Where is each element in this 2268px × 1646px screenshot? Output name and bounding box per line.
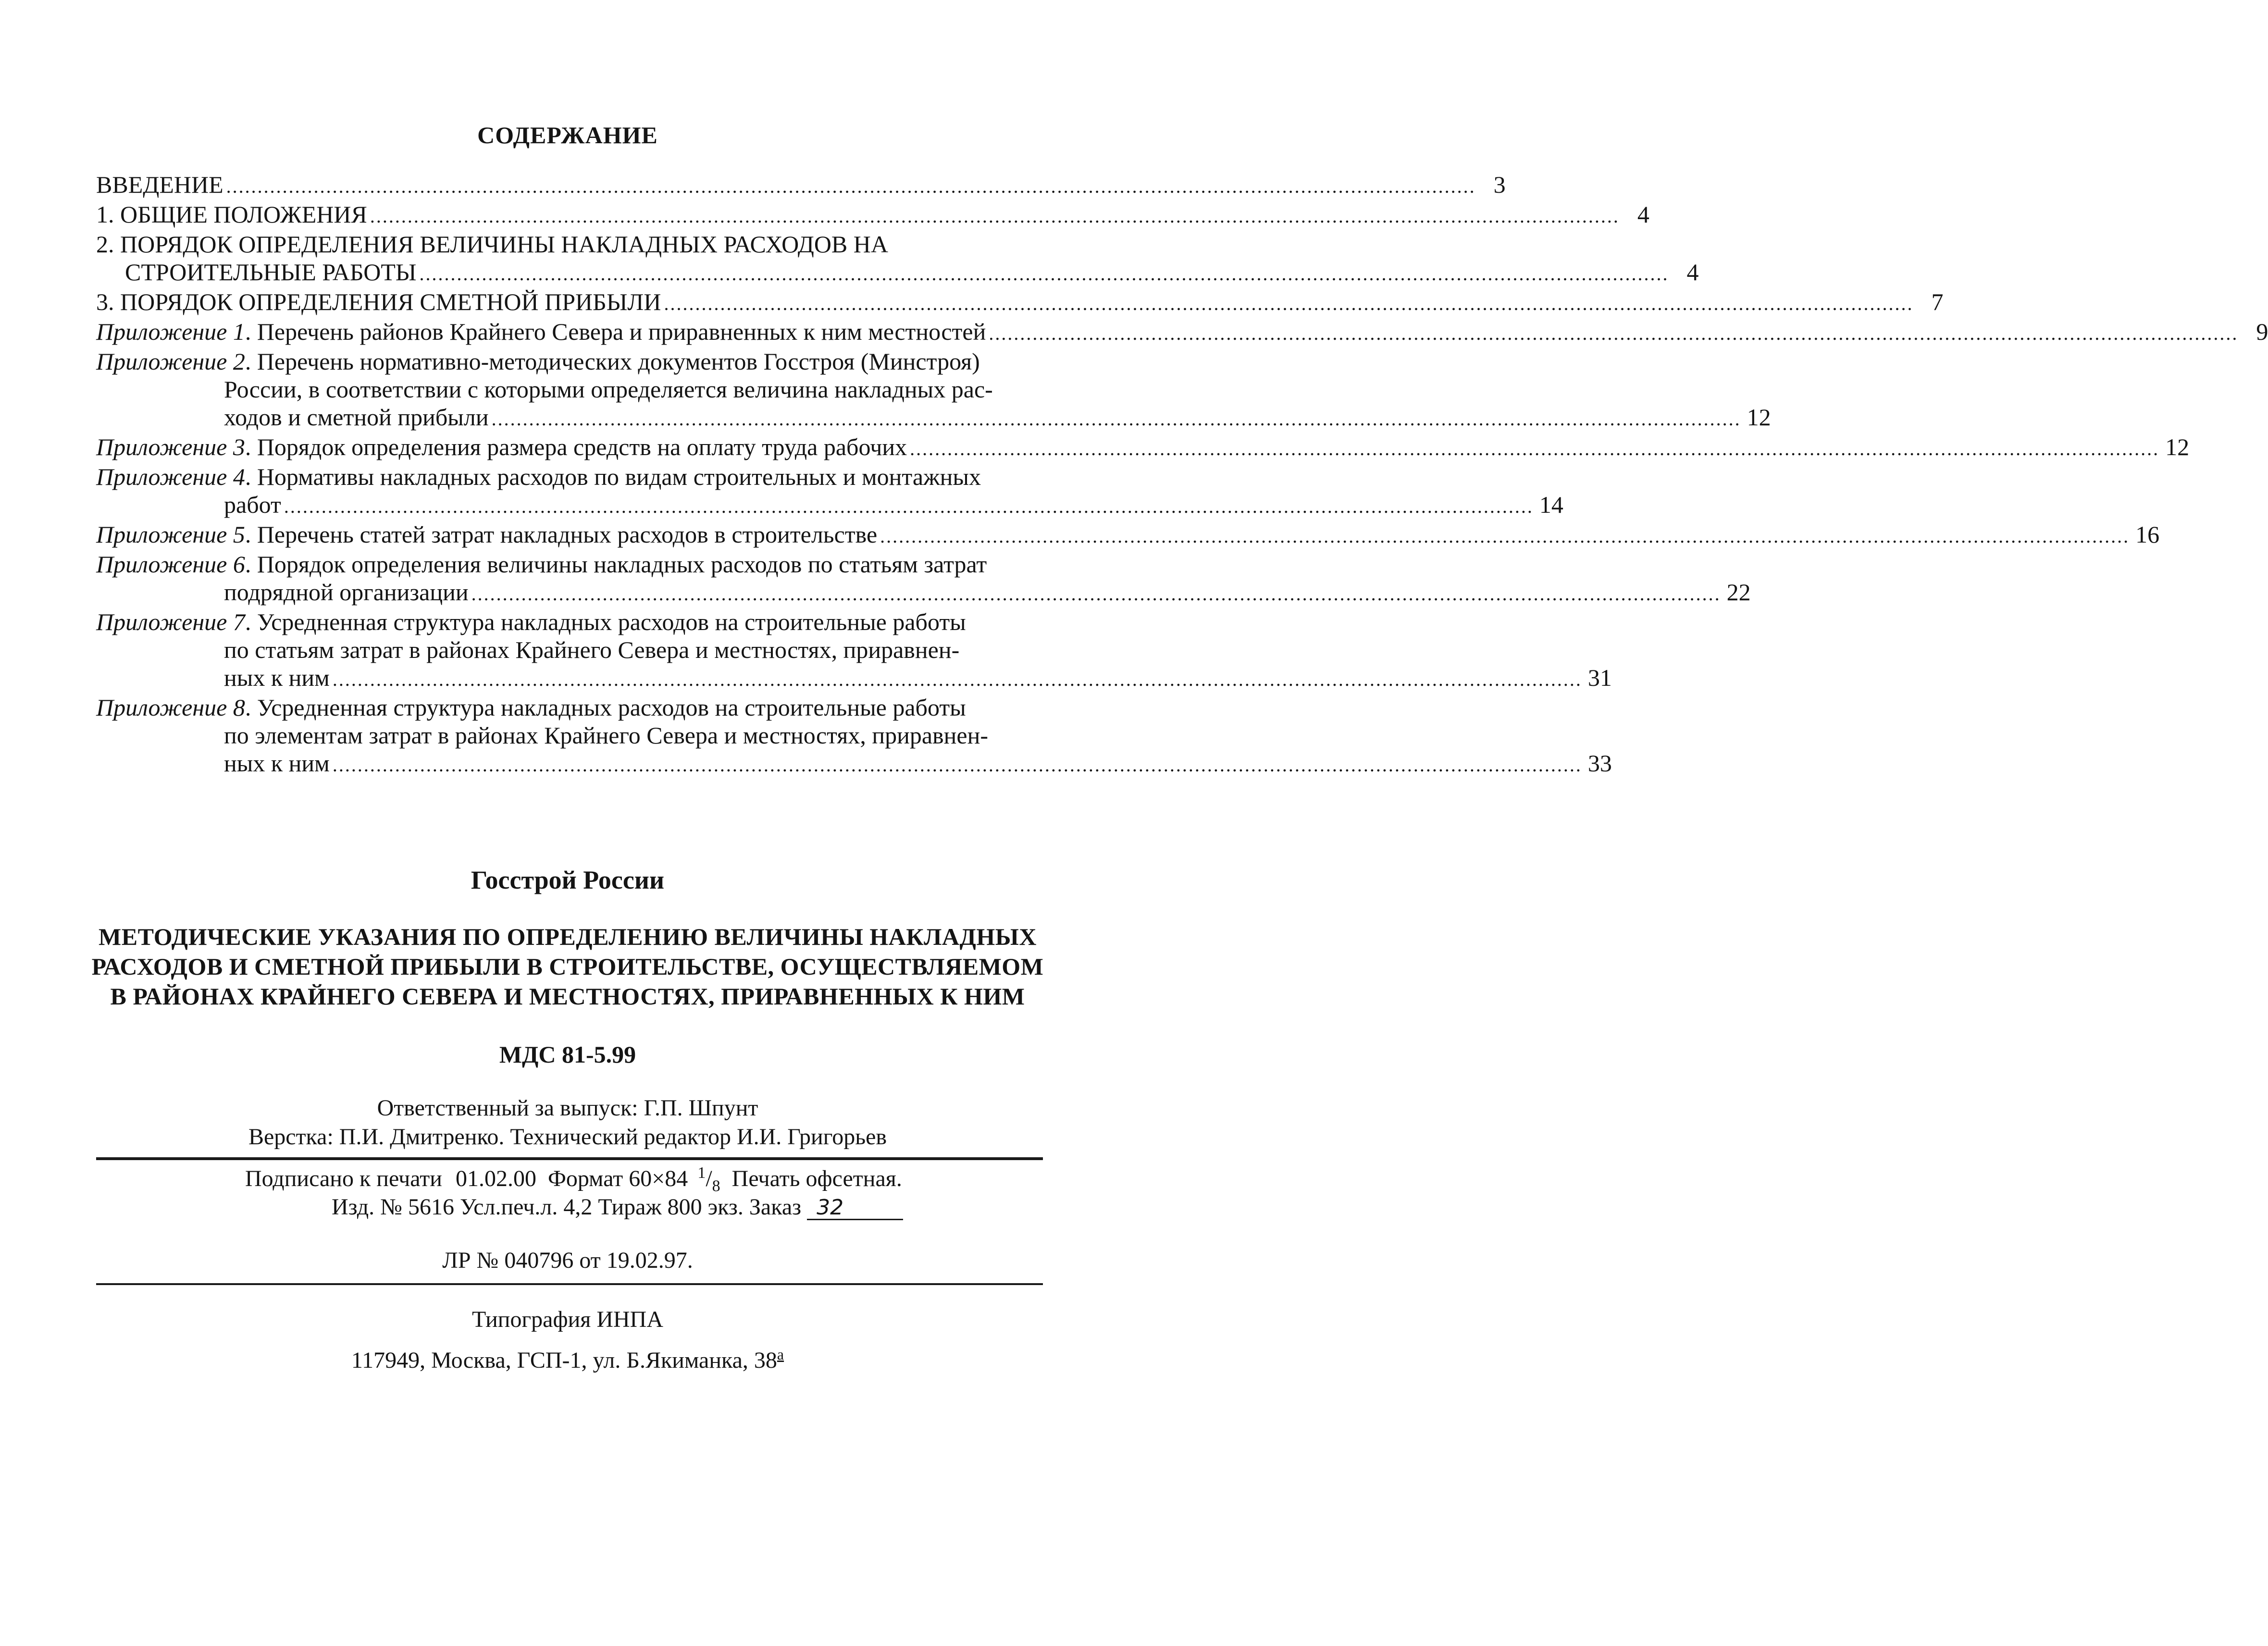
appendix-label: Приложение 2 (96, 348, 245, 375)
edition-details: Изд. № 5616 Усл.печ.л. 4,2 Тираж 800 экз. Заказ (332, 1194, 802, 1220)
layout-credit: Верстка: П.И. Дмитренко. Технический редактор И.И. Григорьев (248, 1124, 887, 1150)
toc-entry-text: работ (224, 491, 281, 518)
toc-page-number: 22 (1726, 579, 1751, 606)
toc-page-number: 14 (1539, 491, 1563, 518)
toc-entry-text: ходов и сметной прибыли (224, 404, 489, 431)
document-title-line: МЕТОДИЧЕСКИЕ УКАЗАНИЯ ПО ОПРЕДЕЛЕНИЮ ВЕЛИЧИНЫ НАКЛАДНЫХ (99, 923, 1037, 950)
toc-entry: 2. ПОРЯДОК ОПРЕДЕЛЕНИЯ ВЕЛИЧИНЫ НАКЛАДНЫХ РАСХОДОВ НА СТРОИТЕЛЬНЫЕ РАБОТЫ ........................................................................................................................................................................................................ 4 (96, 231, 1699, 285)
printer-address-text: 117949, Москва, ГСП-1, ул. Б.Якиманка, 38 (351, 1348, 777, 1373)
toc-entry: ВВЕДЕНИЕ ........................................................................................................................................................................................................ 3 (96, 171, 1506, 198)
toc-entry: Приложение 5. Перечень статей затрат накладных расходов в строительстве ........................................................................................................................................................................................................ 16 (96, 521, 2160, 548)
toc-page-number: 9 (2256, 318, 2268, 345)
document-title-line: В РАЙОНАХ КРАЙНЕГО СЕВЕРА И МЕСТНОСТЯХ, ПРИРАВНЕННЫХ К НИМ (110, 983, 1025, 1010)
signed-label: Подписано к печати (245, 1166, 442, 1191)
toc-page-number: 12 (2165, 433, 2190, 460)
appendix-label: Приложение 3 (96, 433, 245, 460)
toc-entry: Приложение 4. Нормативы накладных расходов по видам строительных и монтажных работ ........................................................................................................................................................................................................ 14 (96, 463, 1563, 518)
signed-date: 01.02.00 (455, 1166, 536, 1191)
appendix-label: Приложение 8 (96, 694, 245, 721)
table-of-contents (96, 171, 2268, 779)
printer-address (0, 1346, 1135, 1374)
format-numerator: 1 (697, 1164, 706, 1182)
toc-entry: Приложение 8. Усредненная структура накладных расходов на строительные работы по элементам затрат в районах Крайнего Севера и местностях, приравнен- ных к ним ........................................................................................................................................................................................................ 33 (96, 694, 1612, 777)
organization-name: Госстрой России (471, 866, 665, 894)
format-label: Формат 60×84 (547, 1166, 688, 1191)
toc-entry-text: ВВЕДЕНИЕ (96, 171, 223, 198)
document-title-line: РАСХОДОВ И СМЕТНОЙ ПРИБЫЛИ В СТРОИТЕЛЬСТВЕ, ОСУЩЕСТВЛЯЕМОМ (91, 953, 1044, 980)
toc-entry: 1. ОБЩИЕ ПОЛОЖЕНИЯ ........................................................................................................................................................................................................ 4 (96, 201, 1649, 228)
toc-entry: Приложение 1. Перечень районов Крайнего Севера и приравненных к ним местностей ........................................................................................................................................................................................................ 9 (96, 318, 2268, 345)
printer-name: Типография ИНПА (471, 1307, 663, 1332)
appendix-label: Приложение 5 (96, 521, 245, 548)
toc-page-number: 12 (1747, 404, 1771, 431)
license-number: ЛР № 040796 от 19.02.97. (442, 1248, 693, 1273)
toc-page-number: 4 (1637, 201, 1649, 228)
toc-title: СОДЕРЖАНИЕ (477, 122, 658, 149)
toc-entry-text: . Перечень нормативно-методических документов Госстроя (Минстроя) (245, 348, 980, 375)
toc-entry-text: 2. ПОРЯДОК ОПРЕДЕЛЕНИЯ ВЕЛИЧИНЫ НАКЛАДНЫХ РАСХОДОВ НА (96, 231, 888, 258)
appendix-label: Приложение 1 (96, 318, 245, 345)
toc-entry: Приложение 2. Перечень нормативно-методических документов Госстроя (Минстроя) России, в соответствии с которыми определяется величина накладных рас- ходов и сметной прибыли ........................................................................................................................................................................................................ 12 (96, 348, 1771, 431)
print-signed-line: Подписано к печати 01.02.00 Формат 60×84 $^1/_8$ Печать офсетная. (245, 1164, 902, 1195)
printer-address-suffix: а (777, 1346, 784, 1363)
responsible-credit: Ответственный за выпуск: Г.П. Шпунт (377, 1095, 758, 1121)
toc-entry-text: . Перечень статей затрат накладных расходов в строительстве (245, 521, 878, 548)
edition-line (332, 1194, 903, 1220)
toc-entry-text: СТРОИТЕЛЬНЫЕ РАБОТЫ (125, 259, 417, 285)
toc-page-number: 33 (1587, 750, 1612, 777)
print-type: Печать офсетная. (731, 1166, 902, 1191)
document-code: МДС 81-5.99 (499, 1041, 636, 1068)
toc-entry-text: 3. ПОРЯДОК ОПРЕДЕЛЕНИЯ СМЕТНОЙ ПРИБЫЛИ (96, 288, 661, 315)
toc-entry-text: . Порядок определения величины накладных расходов по статьям затрат (245, 551, 987, 578)
toc-entry-text: 1. ОБЩИЕ ПОЛОЖЕНИЯ (96, 201, 367, 228)
toc-entry-text: ных к ним (224, 664, 330, 691)
toc-page-number: 3 (1493, 171, 1506, 198)
appendix-label: Приложение 4 (96, 463, 245, 490)
toc-entry: 3. ПОРЯДОК ОПРЕДЕЛЕНИЯ СМЕТНОЙ ПРИБЫЛИ ........................................................................................................................................................................................................ 7 (96, 288, 1944, 315)
toc-entry-text: . Перечень районов Крайнего Севера и приравненных к ним местностей (245, 318, 986, 345)
toc-entry: Приложение 3. Порядок определения размера средств на оплату труда рабочих ........................................................................................................................................................................................................ 12 (96, 433, 2190, 460)
toc-entry-text: по элементам затрат в районах Крайнего Севера и местностях, приравнен- (224, 722, 989, 749)
appendix-label: Приложение 7 (96, 608, 245, 635)
toc-page-number: 7 (1931, 288, 1944, 315)
toc-entry-text: ных к ним (224, 750, 330, 777)
toc-page-number: 4 (1686, 259, 1699, 285)
toc-entry-text: . Нормативы накладных расходов по видам строительных и монтажных (245, 463, 981, 490)
toc-entry-text: . Порядок определения размера средств на оплату труда рабочих (245, 433, 907, 460)
format-denominator: 8 (712, 1177, 720, 1195)
toc-page-number: 31 (1587, 664, 1612, 691)
toc-entry: Приложение 6. Порядок определения величины накладных расходов по статьям затрат подрядной организации ........................................................................................................................................................................................................ 22 (96, 551, 1751, 606)
toc-entry-text: подрядной организации (224, 579, 469, 606)
divider (96, 1283, 1043, 1285)
toc-entry-text: по статьям затрат в районах Крайнего Севера и местностях, приравнен- (224, 636, 960, 663)
toc-entry-text: . Усредненная структура накладных расходов на строительные работы (245, 608, 966, 635)
appendix-label: Приложение 6 (96, 551, 245, 578)
document-title (72, 922, 1063, 1011)
order-number: 32 (807, 1197, 903, 1220)
divider (96, 1157, 1043, 1160)
toc-page-number: 16 (2135, 521, 2160, 548)
toc-entry-text: России, в соответствии с которыми определяется величина накладных рас- (224, 376, 993, 403)
toc-entry: Приложение 7. Усредненная структура накладных расходов на строительные работы по статьям затрат в районах Крайнего Севера и местностях, приравнен- ных к ним ........................................................................................................................................................................................................ 31 (96, 608, 1612, 691)
toc-entry-text: . Усредненная структура накладных расходов на строительные работы (245, 694, 966, 721)
